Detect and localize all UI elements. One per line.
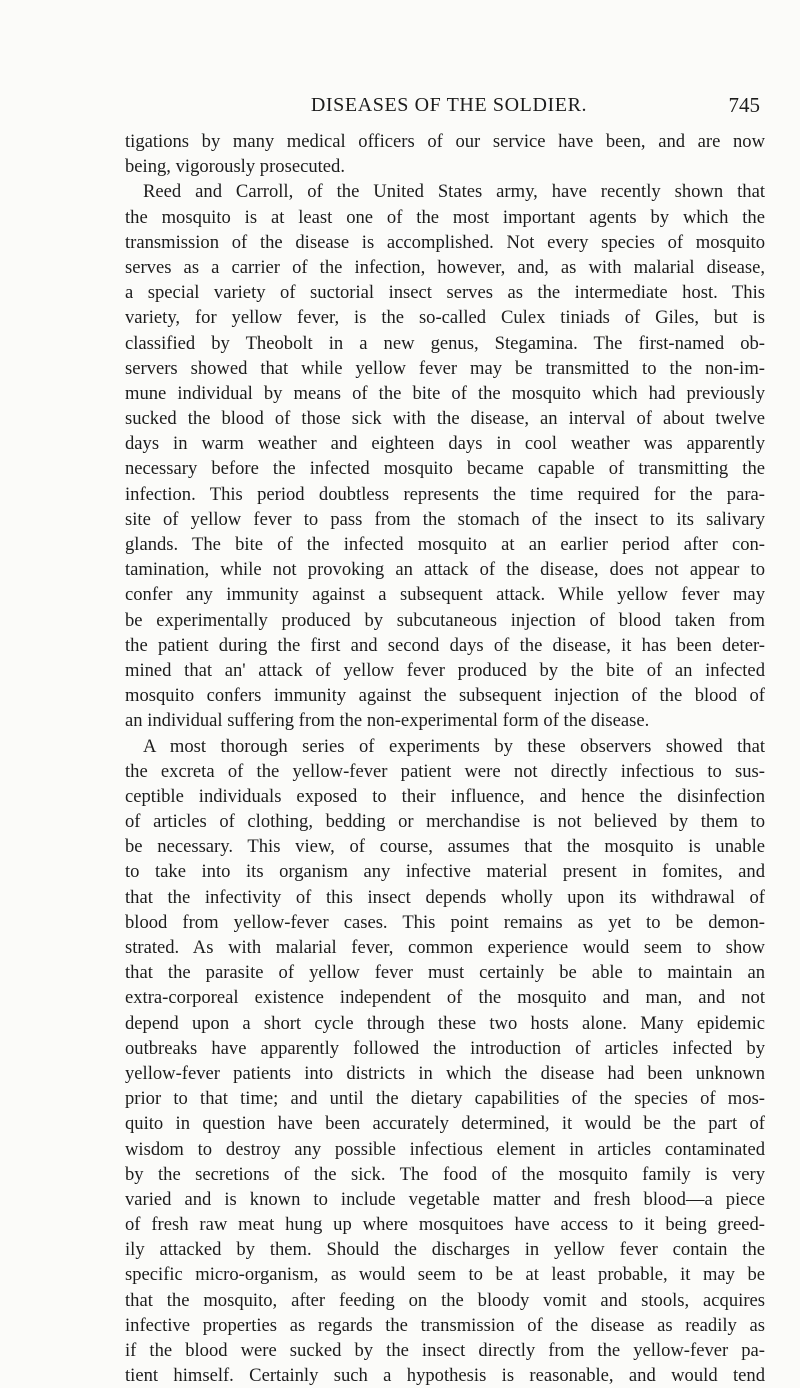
text-line: tient himself. Certainly such a hypothesis is reasonable, and would tend [125, 1365, 765, 1387]
text-line: mined that an' attack of yellow fever produced by the bite of an infected [125, 659, 765, 681]
text-line: an individual suffering from the non-experimental form of the disease. [125, 710, 650, 732]
text-line: days in warm weather and eighteen days in cool weather was apparently [125, 433, 765, 455]
body-text [125, 129, 765, 1388]
text-line: Reed and Carroll, of the United States army, have recently shown that [143, 181, 765, 203]
text-line: sucked the blood of those sick with the disease, an interval of about twelve [125, 408, 765, 430]
text-line: blood from yellow-fever cases. This point remains as yet to be demon- [125, 911, 765, 933]
text-line: of fresh raw meat hung up where mosquitoes have access to it being greed- [125, 1214, 765, 1236]
text-line: to take into its organism any infective material present in fomites, and [125, 861, 765, 883]
text-line: extra-corporeal existence independent of the mosquito and man, and not [125, 987, 765, 1009]
text-line: infection. This period doubtless represents the time required for the para- [125, 483, 765, 505]
text-line: the excreta of the yellow-fever patient were not directly infectious to sus- [125, 760, 765, 782]
text-line: depend upon a short cycle through these two hosts alone. Many epidemic [125, 1012, 765, 1034]
text-line: wisdom to destroy any possible infectious element in articles contaminated [125, 1138, 765, 1160]
text-line: the patient during the first and second days of the disease, it has been deter- [125, 634, 765, 656]
text-line: glands. The bite of the infected mosquito at an earlier period after con- [125, 534, 765, 555]
text-line: classified by Theobolt in a new genus, Stegamina. The first-named ob- [125, 332, 765, 354]
text-line: strated. As with malarial fever, common experience would seem to show [125, 937, 765, 958]
text-line: quito in question have been accurately determined, it would be the part of [125, 1113, 765, 1135]
text-line: varied and is known to include vegetable matter and fresh blood—a piece [125, 1188, 765, 1210]
text-line: be necessary. This view, of course, assumes that the mosquito is unable [125, 836, 765, 858]
text-line: the mosquito is at least one of the most important agents by which the [125, 206, 765, 228]
text-line: by the secretions of the sick. The food of the mosquito family is very [125, 1163, 765, 1185]
text-line: variety, for yellow fever, is the so-called Culex tiniads of Giles, but is [125, 307, 765, 329]
text-line: tigations by many medical officers of our service have been, and are now [125, 131, 765, 152]
text-line: specific micro-organism, as would seem to be at least probable, it may be [125, 1264, 765, 1286]
text-line: necessary before the infected mosquito became capable of transmitting the [125, 458, 765, 480]
page-number: 745 [728, 93, 760, 117]
text-line: serves as a carrier of the infection, however, and, as with malarial disease, [125, 256, 765, 278]
text-line: be experimentally produced by subcutaneous injection of blood taken from [125, 609, 765, 631]
text-line: that the infectivity of this insect depends wholly upon its withdrawal of [125, 886, 765, 908]
text-line: outbreaks have apparently followed the introduction of articles infected by [125, 1037, 765, 1059]
text-line: ceptible individuals exposed to their influence, and hence the disinfection [125, 785, 765, 807]
text-line: yellow-fever patients into districts in which the disease had been unknown [125, 1062, 765, 1084]
running-title: DISEASES OF THE SOLDIER. [310, 94, 588, 116]
text-line: of articles of clothing, bedding or merchandise is not believed by them to [125, 811, 765, 833]
text-line: that the mosquito, after feeding on the bloody vomit and stools, acquires [125, 1289, 765, 1311]
text-line: confer any immunity against a subsequent attack. While yellow fever may [125, 584, 765, 606]
text-line: prior to that time; and until the dietary capabilities of the species of mos- [125, 1088, 765, 1110]
text-line: ily attacked by them. Should the discharges in yellow fever contain the [125, 1239, 765, 1261]
text-line: if the blood were sucked by the insect directly from the yellow-fever pa- [125, 1340, 765, 1361]
text-line: infective properties as regards the transmission of the disease as readily as [125, 1314, 765, 1336]
text-line: tamination, while not provoking an attack of the disease, does not appear to [125, 559, 765, 581]
text-line: transmission of the disease is accomplished. Not every species of mosquito [125, 231, 765, 253]
text-line: mune individual by means of the bite of the mosquito which had previously [125, 382, 765, 404]
text-line: a special variety of suctorial insect serves as the intermediate host. This [125, 282, 765, 304]
text-line: A most thorough series of experiments by these observers showed that [143, 735, 765, 757]
text-line: servers showed that while yellow fever may be transmitted to the non-im- [125, 357, 765, 379]
text-line: site of yellow fever to pass from the stomach of the insect to its salivary [125, 508, 765, 530]
running-head [128, 90, 760, 120]
text-line: being, vigorously prosecuted. [125, 156, 345, 178]
text-line: mosquito confers immunity against the subsequent injection of the blood of [125, 685, 765, 707]
text-line: that the parasite of yellow fever must certainly be able to maintain an [125, 962, 765, 984]
